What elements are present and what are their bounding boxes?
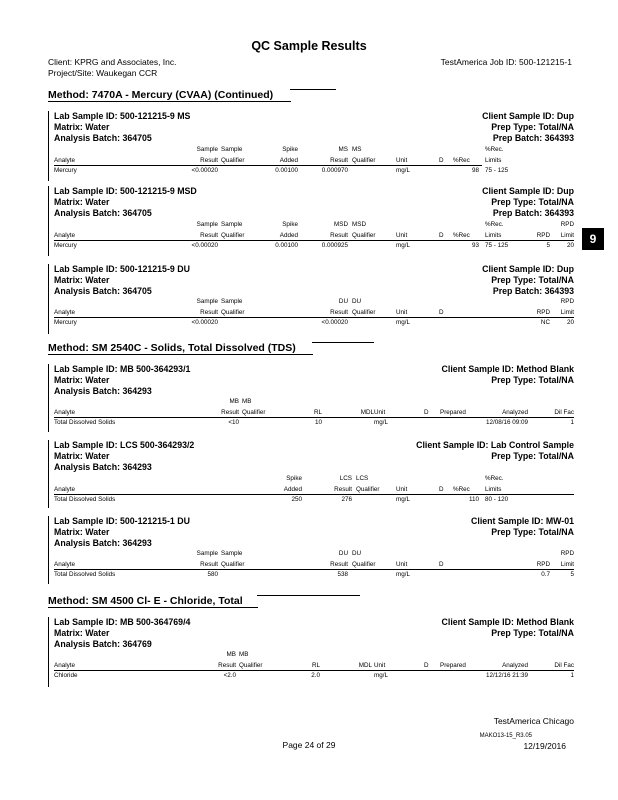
client-sample-id: Client Sample ID: Dup <box>482 111 574 121</box>
table-cell: 12/12/16 21:39 <box>485 672 528 679</box>
col-header: MS <box>338 146 348 153</box>
col-header: D <box>424 662 429 669</box>
col-header: Sample <box>196 146 218 153</box>
prep-batch: Prep Batch: 364393 <box>492 208 574 218</box>
table-cell-analyte: Total Dissolved Solids <box>54 496 116 503</box>
col-header: Qualifier <box>352 232 376 239</box>
col-header: %Rec. <box>485 221 504 228</box>
col-header: Qualifier <box>239 662 263 669</box>
col-header: Sample <box>221 298 243 305</box>
col-header: MSD <box>334 221 348 228</box>
table-cell: 5 <box>570 571 574 578</box>
table-cell-analyte: Mercury <box>54 242 77 249</box>
col-header: Unit <box>396 309 408 316</box>
col-header: MSD <box>352 221 366 228</box>
col-header: Result <box>200 309 218 316</box>
col-header: Added <box>283 486 302 493</box>
col-header: RPD <box>560 550 574 557</box>
col-header: Result <box>218 662 236 669</box>
matrix: Matrix: Water <box>54 375 110 385</box>
col-header: MS <box>352 146 362 153</box>
col-header: Unit <box>396 486 408 493</box>
col-header: Sample <box>221 550 243 557</box>
col-header: D <box>439 309 444 316</box>
table-cell: 0.000970 <box>321 167 348 174</box>
col-header: Qualifier <box>221 309 245 316</box>
col-header: Dil Fac <box>554 662 574 669</box>
table-cell: 250 <box>291 496 302 503</box>
col-header: Unit <box>396 157 408 164</box>
row-divider <box>54 317 574 318</box>
col-header: Prepared <box>440 409 466 416</box>
col-header: Limits <box>485 486 502 493</box>
col-header: D <box>439 232 444 239</box>
col-header: Spike <box>286 475 302 482</box>
col-header: RL <box>313 409 322 416</box>
col-header: %Rec <box>453 232 470 239</box>
col-header: RPD <box>536 561 550 568</box>
method-underline <box>48 607 258 608</box>
col-header: %Rec. <box>485 475 504 482</box>
col-header: DU <box>352 550 362 557</box>
col-header: Qualifier <box>352 157 376 164</box>
client-name: Client: KPRG and Associates, Inc. <box>48 57 177 67</box>
table-cell: mg/L <box>396 319 410 326</box>
col-header: Sample <box>221 221 243 228</box>
qc-block-ms <box>48 111 574 181</box>
matrix: Matrix: Water <box>54 122 110 132</box>
col-header: Analyte <box>54 486 76 493</box>
method-overline <box>257 595 360 596</box>
table-cell: 276 <box>341 496 352 503</box>
row-divider <box>54 240 574 241</box>
client-sample-id: Client Sample ID: Method Blank <box>441 364 574 374</box>
col-header: Analyte <box>54 561 76 568</box>
lab-sample-id: Lab Sample ID: MB 500-364769/4 <box>54 617 191 627</box>
lab-sample-id: Lab Sample ID: 500-121215-9 MSD <box>54 186 197 196</box>
col-header: D <box>439 486 444 493</box>
col-header: Unit <box>396 232 408 239</box>
col-header: Limits <box>485 232 502 239</box>
table-cell: <0.00020 <box>191 167 218 174</box>
qc-block-du <box>48 516 574 584</box>
table-cell-analyte: Mercury <box>54 319 77 326</box>
table-cell: 0.7 <box>541 571 550 578</box>
col-header: Unit <box>396 561 408 568</box>
col-header: Limit <box>560 309 574 316</box>
table-cell: 2.0 <box>311 672 320 679</box>
col-header: Qualifier <box>221 561 245 568</box>
table-cell: 20 <box>566 242 574 249</box>
analysis-batch: Analysis Batch: 364705 <box>54 208 152 218</box>
col-header: Spike <box>282 221 298 228</box>
table-cell: <0.00020 <box>191 319 218 326</box>
col-header: MDL <box>358 662 372 669</box>
prep-type: Prep Type: Total/NA <box>491 628 574 638</box>
qc-block-msd <box>48 186 574 256</box>
qc-block-mb <box>48 364 574 432</box>
col-header: RPD <box>536 309 550 316</box>
table-cell: 12/08/16 09:09 <box>485 419 528 426</box>
row-divider <box>54 494 574 495</box>
col-header: MDL <box>360 409 374 416</box>
col-header: Qualifier <box>352 309 376 316</box>
qc-block-lcs <box>48 440 574 508</box>
matrix: Matrix: Water <box>54 628 110 638</box>
client-sample-id: Client Sample ID: MW-01 <box>471 516 574 526</box>
page-title: QC Sample Results <box>251 39 367 53</box>
analysis-batch: Analysis Batch: 364705 <box>54 286 152 296</box>
col-header: Result <box>334 486 352 493</box>
method-title-tds: Method: SM 2540C - Solids, Total Dissolved (TDS) <box>48 342 296 354</box>
table-cell: mg/L <box>396 242 410 249</box>
col-header: Result <box>330 157 348 164</box>
col-header: Limit <box>560 232 574 239</box>
page-number: Page 24 of 29 <box>282 740 336 750</box>
col-header: Result <box>200 232 218 239</box>
analysis-batch: Analysis Batch: 364293 <box>54 386 152 396</box>
table-cell-analyte: Chloride <box>54 672 78 679</box>
lab-sample-id: Lab Sample ID: 500-121215-9 MS <box>54 111 191 121</box>
prep-type: Prep Type: Total/NA <box>491 527 574 537</box>
prep-type: Prep Type: Total/NA <box>491 451 574 461</box>
col-header: Unit <box>374 409 386 416</box>
row-divider <box>54 417 574 418</box>
table-cell: <0.00020 <box>191 242 218 249</box>
matrix: Matrix: Water <box>54 451 110 461</box>
col-header: DU <box>338 298 348 305</box>
client-sample-id: Client Sample ID: Dup <box>482 264 574 274</box>
col-header: Limit <box>560 561 574 568</box>
col-header: LCS <box>339 475 352 482</box>
col-header: RPD <box>560 221 574 228</box>
col-header: Result <box>330 309 348 316</box>
table-cell: mg/L <box>396 167 410 174</box>
prep-batch: Prep Batch: 364393 <box>492 133 574 143</box>
table-cell-analyte: Mercury <box>54 167 77 174</box>
col-header: DU <box>352 298 362 305</box>
prep-type: Prep Type: Total/NA <box>491 375 574 385</box>
method-overline <box>312 342 374 343</box>
col-header: RL <box>311 662 320 669</box>
col-header: MB <box>239 651 249 658</box>
col-header: RPD <box>560 298 574 305</box>
col-header: %Rec <box>453 157 470 164</box>
table-cell-analyte: Total Dissolved Solids <box>54 571 116 578</box>
table-cell: 75 - 125 <box>485 242 509 249</box>
method-title-mercury: Method: 7470A - Mercury (CVAA) (Continued) <box>48 89 274 101</box>
col-header: Sample <box>196 221 218 228</box>
table-cell: 75 - 125 <box>485 167 509 174</box>
row-divider <box>54 670 574 671</box>
job-id: TestAmerica Job ID: 500-121215-1 <box>440 57 572 67</box>
col-header: D <box>439 157 444 164</box>
table-cell: <10 <box>228 419 239 426</box>
col-header: Prepared <box>440 662 466 669</box>
table-cell-analyte: Total Dissolved Solids <box>54 419 116 426</box>
table-cell: 538 <box>337 571 348 578</box>
col-header: Qualifier <box>356 486 380 493</box>
col-header: MB <box>242 398 252 405</box>
footer-date: 12/19/2016 <box>523 741 566 751</box>
project-site: Project/Site: Waukegan CCR <box>48 68 158 78</box>
row-divider <box>54 165 482 166</box>
lab-sample-id: Lab Sample ID: 500-121215-9 DU <box>54 264 190 274</box>
table-cell: 93 <box>471 242 479 249</box>
section-tab[interactable]: 9 <box>582 228 604 250</box>
table-cell: 1 <box>570 672 574 679</box>
analysis-batch: Analysis Batch: 364705 <box>54 133 152 143</box>
qc-block-du <box>48 264 574 334</box>
lab-sample-id: Lab Sample ID: MB 500-364293/1 <box>54 364 191 374</box>
prep-batch: Prep Batch: 364393 <box>492 286 574 296</box>
col-header: Qualifier <box>221 232 245 239</box>
table-cell: 5 <box>546 242 550 249</box>
prep-type: Prep Type: Total/NA <box>491 197 574 207</box>
matrix: Matrix: Water <box>54 527 110 537</box>
prep-type: Prep Type: Total/NA <box>491 122 574 132</box>
col-header: Sample <box>221 146 243 153</box>
table-cell: mg/L <box>374 672 388 679</box>
col-header: Limits <box>485 157 502 164</box>
col-header: Added <box>279 232 298 239</box>
table-cell: <0.00020 <box>321 319 348 326</box>
col-header: MB <box>226 651 236 658</box>
col-header: %Rec. <box>485 146 504 153</box>
col-header: Qualifier <box>352 561 376 568</box>
matrix: Matrix: Water <box>54 197 110 207</box>
method-underline <box>48 354 313 355</box>
footer-lab: TestAmerica Chicago <box>493 716 574 726</box>
client-sample-id: Client Sample ID: Lab Control Sample <box>416 440 574 450</box>
table-cell: NC <box>540 319 550 326</box>
col-header: LCS <box>356 475 369 482</box>
client-sample-id: Client Sample ID: Method Blank <box>441 617 574 627</box>
col-header: D <box>424 409 429 416</box>
lab-sample-id: Lab Sample ID: LCS 500-364293/2 <box>54 440 195 450</box>
col-header: Result <box>200 157 218 164</box>
method-title-chloride: Method: SM 4500 Cl- E - Chloride, Total <box>48 595 243 607</box>
table-cell: mg/L <box>396 496 410 503</box>
lab-sample-id: Lab Sample ID: 500-121215-1 DU <box>54 516 190 526</box>
footer-code: MAKO13-15_R3.05 <box>479 733 532 739</box>
col-header: Result <box>221 409 239 416</box>
col-header: RPD <box>536 232 550 239</box>
col-header: Result <box>200 561 218 568</box>
row-divider <box>54 569 574 570</box>
table-cell: 80 - 120 <box>485 496 509 503</box>
analysis-batch: Analysis Batch: 364293 <box>54 462 152 472</box>
table-cell: 110 <box>468 496 479 503</box>
col-header: DU <box>338 550 348 557</box>
col-header: %Rec <box>453 486 470 493</box>
table-cell: 1 <box>570 419 574 426</box>
col-header: Sample <box>196 550 218 557</box>
col-header: Sample <box>196 298 218 305</box>
table-cell: <2.0 <box>223 672 236 679</box>
col-header: Analyte <box>54 232 76 239</box>
table-cell: mg/L <box>396 571 410 578</box>
table-cell: 20 <box>566 319 574 326</box>
table-cell: 98 <box>471 167 479 174</box>
matrix: Matrix: Water <box>54 275 110 285</box>
analysis-batch: Analysis Batch: 364769 <box>54 639 152 649</box>
qc-block-mb <box>48 617 574 687</box>
col-header: Analyte <box>54 662 76 669</box>
col-header: MB <box>229 398 239 405</box>
table-cell: 0.00100 <box>275 167 298 174</box>
table-cell: 10 <box>314 419 322 426</box>
table-cell: mg/L <box>374 419 388 426</box>
method-underline <box>48 101 291 102</box>
table-cell: 580 <box>207 571 218 578</box>
col-header: Unit <box>374 662 386 669</box>
col-header: Added <box>279 157 298 164</box>
col-header: Qualifier <box>221 157 245 164</box>
col-header: Analyte <box>54 309 76 316</box>
col-header: Analyzed <box>502 409 528 416</box>
col-header: Analyte <box>54 409 76 416</box>
col-header: Analyte <box>54 157 76 164</box>
col-header: Qualifier <box>242 409 266 416</box>
col-header: Result <box>330 232 348 239</box>
prep-type: Prep Type: Total/NA <box>491 275 574 285</box>
table-cell: 0.000925 <box>321 242 348 249</box>
col-header: Dil Fac <box>554 409 574 416</box>
table-cell: 0.00100 <box>275 242 298 249</box>
analysis-batch: Analysis Batch: 364293 <box>54 538 152 548</box>
client-sample-id: Client Sample ID: Dup <box>482 186 574 196</box>
col-header: Spike <box>282 146 298 153</box>
col-header: Result <box>330 561 348 568</box>
col-header: D <box>439 561 444 568</box>
col-header: Analyzed <box>502 662 528 669</box>
method-overline <box>290 89 336 90</box>
